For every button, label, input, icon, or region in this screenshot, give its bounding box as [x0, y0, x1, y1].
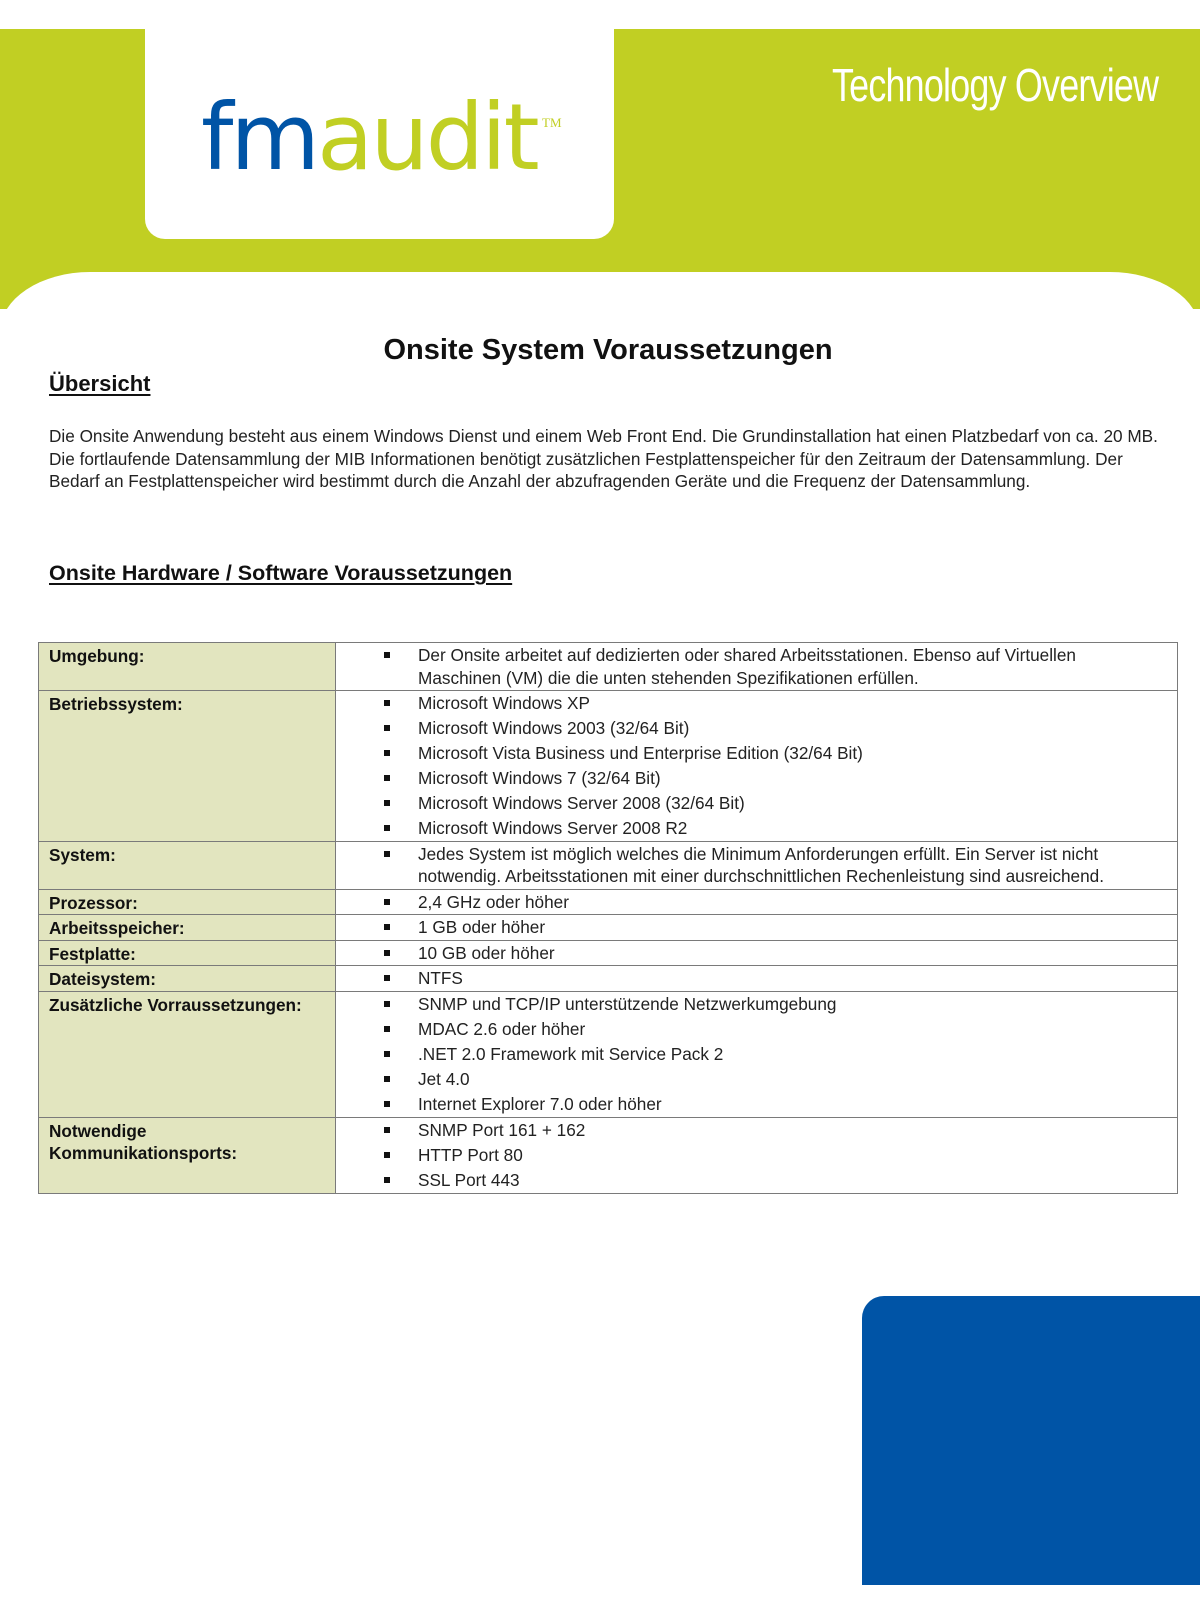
- requirement-values: [336, 643, 1178, 691]
- logo-text-blue: fm: [201, 84, 318, 181]
- requirement-values: [336, 991, 1178, 1117]
- square-bullet-icon: [384, 899, 390, 905]
- square-bullet-icon: [384, 1177, 390, 1183]
- requirement-row: [39, 691, 1178, 842]
- requirement-item-text: Microsoft Windows 7 (32/64 Bit): [418, 768, 661, 789]
- requirement-label: Prozessor:: [39, 889, 336, 915]
- requirement-label: Umgebung:: [39, 643, 336, 691]
- requirement-item: [336, 817, 1177, 840]
- square-bullet-icon: [384, 652, 390, 658]
- requirement-label: Arbeitsspeicher:: [39, 915, 336, 941]
- requirement-item-text: HTTP Port 80: [418, 1144, 523, 1165]
- requirement-row: [39, 841, 1178, 889]
- requirement-item-text: .NET 2.0 Framework mit Service Pack 2: [418, 1044, 724, 1065]
- requirement-item: [336, 1119, 1177, 1142]
- overview-paragraph: Die Onsite Anwendung besteht aus einem Windows Dienst und einem Web Front End. Die Grundinstallation hat einen Platzbedarf von ca. 20 MB. Die fortlaufende Datensammlung der MIB Informationen benötigt zusätzlichen Festplattenspeicher für den Zeitraum der Datensammlung. Der Bedarf an Festplattenspeicher wird bestimmt durch die Anzahl der abzufragenden Geräte und die Frequenz der Datensammlung.: [49, 426, 1158, 491]
- square-bullet-icon: [384, 1051, 390, 1057]
- requirement-list: [336, 942, 1177, 965]
- requirement-item-text: Der Onsite arbeitet auf dedizierten oder shared Arbeitsstationen. Ebenso auf Virtuellen Maschinen (VM) die die unten stehenden Spezifikationen erfüllen.: [418, 645, 1076, 688]
- requirement-item-text: Microsoft Windows XP: [418, 693, 590, 713]
- square-bullet-icon: [384, 1076, 390, 1082]
- square-bullet-icon: [384, 975, 390, 981]
- requirement-item-text: 2,4 GHz oder höher: [418, 891, 569, 912]
- requirement-list: [336, 967, 1177, 990]
- square-bullet-icon: [384, 1026, 390, 1032]
- logo-container: [145, 29, 614, 239]
- requirement-list: [336, 843, 1177, 888]
- requirement-item: [336, 1093, 1177, 1116]
- requirement-row: [39, 940, 1178, 966]
- requirement-label: Dateisystem:: [39, 966, 336, 992]
- square-bullet-icon: [384, 950, 390, 956]
- requirement-values: [336, 940, 1178, 966]
- svg-text:fmaudit: [201, 84, 538, 181]
- requirement-item: [336, 843, 1177, 888]
- requirement-item: [336, 644, 1177, 689]
- square-bullet-icon: [384, 1127, 390, 1133]
- square-bullet-icon: [384, 725, 390, 731]
- logo-text-green: audit: [317, 84, 537, 181]
- requirements-table: [38, 642, 1178, 1194]
- requirement-row: [39, 643, 1178, 691]
- requirement-item-text: SNMP Port 161 + 162: [418, 1119, 586, 1140]
- square-bullet-icon: [384, 775, 390, 781]
- requirement-list: [336, 993, 1177, 1116]
- requirement-item: [336, 1169, 1177, 1192]
- requirement-row: [39, 889, 1178, 915]
- requirement-item-text: Microsoft Vista Business und Enterprise Edition (32/64 Bit): [418, 743, 863, 764]
- requirement-values: [336, 915, 1178, 941]
- square-bullet-icon: [384, 800, 390, 806]
- square-bullet-icon: [384, 1152, 390, 1158]
- requirement-item: [336, 1068, 1177, 1091]
- fmaudit-logo: [201, 81, 581, 181]
- requirement-row: [39, 1117, 1178, 1193]
- requirement-values: [336, 691, 1178, 842]
- requirement-item: [336, 1018, 1177, 1041]
- requirement-item: [336, 993, 1177, 1016]
- square-bullet-icon: [384, 924, 390, 930]
- requirement-item-text: Jedes System ist möglich welches die Minimum Anforderungen erfüllt. Ein Server ist nicht notwendig. Arbeitsstationen mit einer durchschnittlichen Rechenleistung sind ausreichend.: [418, 843, 1104, 887]
- square-bullet-icon: [384, 700, 390, 706]
- requirement-item-text: SSL Port 443: [418, 1170, 520, 1191]
- requirements-heading: Onsite Hardware / Software Voraussetzungen: [49, 561, 513, 585]
- requirement-item-text: Microsoft Windows Server 2008 (32/64 Bit): [418, 793, 745, 814]
- requirement-item: [336, 1144, 1177, 1167]
- requirement-item: [336, 742, 1177, 765]
- square-bullet-icon: [384, 1001, 390, 1007]
- requirement-list: [336, 692, 1177, 840]
- square-bullet-icon: [384, 825, 390, 831]
- requirement-item-text: SNMP und TCP/IP unterstützende Netzwerkumgebung: [418, 993, 837, 1014]
- overview-heading: Übersicht: [49, 371, 151, 396]
- requirement-values: [336, 1117, 1178, 1193]
- requirement-label: System:: [39, 841, 336, 889]
- logo-trademark: TM: [542, 115, 562, 130]
- page-title: Onsite System Voraussetzungen: [383, 334, 833, 366]
- requirement-item-text: 10 GB oder höher: [418, 942, 555, 963]
- decorative-blue-panel: [862, 1296, 1200, 1585]
- requirement-item: [336, 891, 1177, 914]
- square-bullet-icon: [384, 750, 390, 756]
- requirement-item: [336, 942, 1177, 965]
- requirement-list: [336, 1119, 1177, 1192]
- square-bullet-icon: [384, 851, 390, 857]
- requirement-row: [39, 966, 1178, 992]
- requirement-list: [336, 644, 1177, 689]
- requirement-item: [336, 1043, 1177, 1066]
- requirement-item-text: MDAC 2.6 oder höher: [418, 1019, 586, 1040]
- requirement-row: [39, 991, 1178, 1117]
- requirement-item: [336, 967, 1177, 990]
- requirement-item-text: Microsoft Windows Server 2008 R2: [418, 818, 688, 839]
- requirement-list: [336, 916, 1177, 939]
- requirement-item-text: NTFS: [418, 968, 463, 989]
- requirement-label: Zusätzliche Vorraussetzungen:: [39, 991, 336, 1117]
- header-title: Technology Overview: [831, 59, 1158, 111]
- requirement-values: [336, 966, 1178, 992]
- requirement-item: [336, 692, 1177, 715]
- requirement-values: [336, 889, 1178, 915]
- requirement-values: [336, 841, 1178, 889]
- requirement-item: [336, 717, 1177, 740]
- requirement-label: Notwendige Kommunikationsports:: [39, 1117, 336, 1193]
- requirement-item: [336, 767, 1177, 790]
- requirement-item-text: Internet Explorer 7.0 oder höher: [418, 1094, 662, 1115]
- requirement-item-text: Microsoft Windows 2003 (32/64 Bit): [418, 718, 690, 739]
- requirement-label: Betriebssystem:: [39, 691, 336, 842]
- square-bullet-icon: [384, 1101, 390, 1107]
- requirement-item-text: Jet 4.0: [418, 1069, 470, 1090]
- requirement-row: [39, 915, 1178, 941]
- requirement-item-text: 1 GB oder höher: [418, 917, 546, 938]
- requirement-item: [336, 916, 1177, 939]
- requirement-label: Festplatte:: [39, 940, 336, 966]
- requirement-item: [336, 792, 1177, 815]
- requirement-list: [336, 891, 1177, 914]
